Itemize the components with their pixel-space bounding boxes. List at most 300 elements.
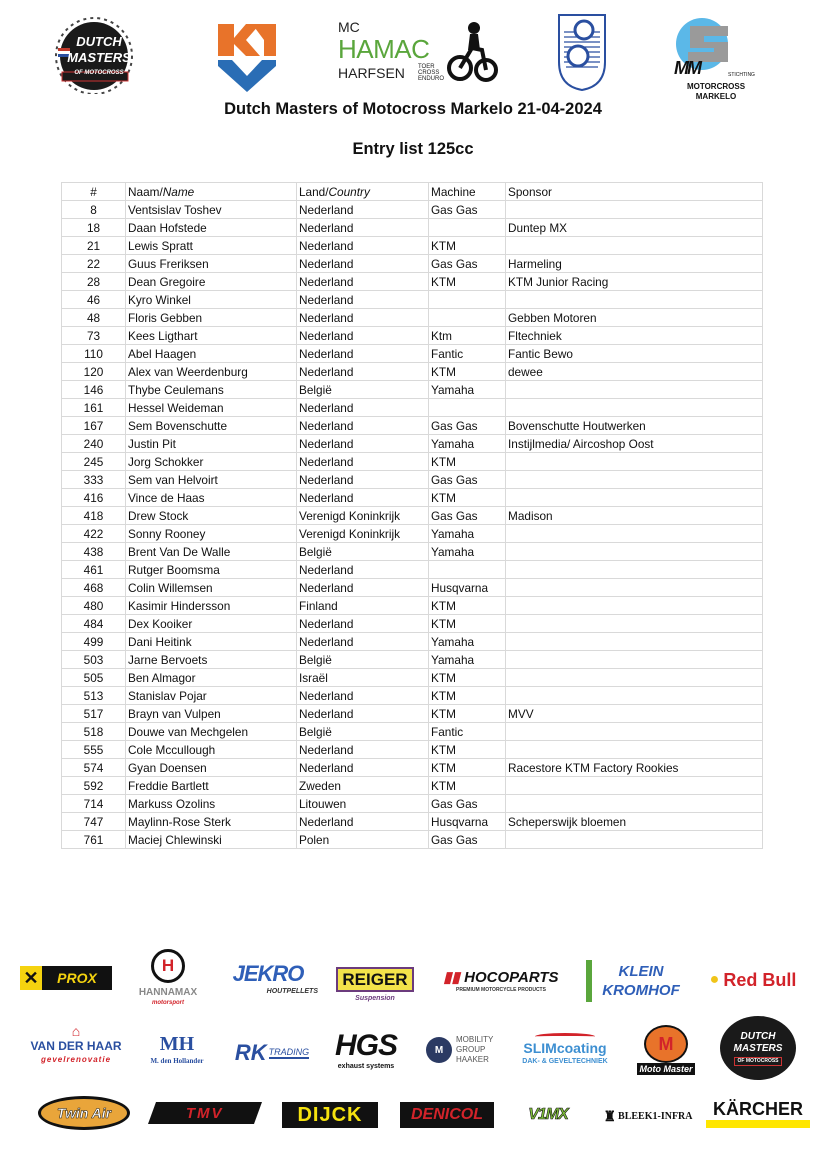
table-row bbox=[62, 759, 763, 777]
rk-sub: TRADING bbox=[268, 1047, 310, 1057]
sponsor-tmv bbox=[148, 1102, 262, 1124]
sponsor-dutch-masters bbox=[720, 1016, 796, 1080]
cell-name: Brent Van De Walle bbox=[126, 543, 297, 561]
cell-machine: Gas Gas bbox=[429, 201, 506, 219]
redbull-text: Red Bull bbox=[723, 969, 797, 990]
cell-sponsor: dewee bbox=[506, 363, 763, 381]
reiger-text: REIGER bbox=[336, 967, 413, 992]
cell-machine: Gas Gas bbox=[429, 795, 506, 813]
cell-machine: Husqvarna bbox=[429, 813, 506, 831]
sponsor-jekro bbox=[218, 958, 318, 1000]
tmv-text: TMV bbox=[186, 1104, 224, 1122]
cell-number: 422 bbox=[62, 525, 126, 543]
cell-number: 161 bbox=[62, 399, 126, 417]
cell-machine bbox=[429, 561, 506, 579]
cell-number: 167 bbox=[62, 417, 126, 435]
mgh-logo-icon: M bbox=[426, 1037, 452, 1063]
cell-sponsor bbox=[506, 687, 763, 705]
header-name-label: Naam/ bbox=[128, 184, 163, 199]
v1mx-text: V1MX bbox=[528, 1106, 568, 1123]
twinair-text: Twin Air bbox=[56, 1105, 112, 1121]
dutch-masters-line3: OF MOTOCROSS bbox=[74, 70, 124, 76]
header-sponsor bbox=[506, 183, 763, 201]
cell-country: Nederland bbox=[297, 561, 429, 579]
cell-sponsor bbox=[506, 453, 763, 471]
cell-country: Nederland bbox=[297, 201, 429, 219]
table-row bbox=[62, 525, 763, 543]
dijck-text: DIJCK bbox=[297, 1103, 363, 1126]
cell-number: 714 bbox=[62, 795, 126, 813]
cell-machine: KTM bbox=[429, 237, 506, 255]
sponsor-redbull bbox=[694, 966, 812, 994]
cell-machine: Yamaha bbox=[429, 651, 506, 669]
table-row bbox=[62, 381, 763, 399]
cell-machine: KTM bbox=[429, 741, 506, 759]
table-row bbox=[62, 219, 763, 237]
cell-name: Drew Stock bbox=[126, 507, 297, 525]
table-row bbox=[62, 255, 763, 273]
motocross-rider-icon bbox=[446, 20, 498, 84]
table-row bbox=[62, 705, 763, 723]
cell-number: 517 bbox=[62, 705, 126, 723]
cell-machine: Yamaha bbox=[429, 435, 506, 453]
cell-machine: KTM bbox=[429, 273, 506, 291]
sponsor-van-der-haar bbox=[28, 1018, 124, 1070]
table-header-row bbox=[62, 183, 763, 201]
cell-name: Jorg Schokker bbox=[126, 453, 297, 471]
table-row bbox=[62, 273, 763, 291]
cell-number: 110 bbox=[62, 345, 126, 363]
cell-machine: KTM bbox=[429, 777, 506, 795]
sponsor-mobility-group-haaker bbox=[424, 1030, 504, 1070]
cell-name: Alex van Weerdenburg bbox=[126, 363, 297, 381]
sponsor-hocoparts bbox=[428, 966, 574, 996]
cell-name: Sem van Helvoirt bbox=[126, 471, 297, 489]
sponsor-bleek1-infra bbox=[600, 1102, 696, 1130]
cell-country: Nederland bbox=[297, 705, 429, 723]
sponsor-dutch-masters-sub: OF MOTOCROSS bbox=[734, 1057, 781, 1066]
cell-country: Nederland bbox=[297, 237, 429, 255]
cell-country: Nederland bbox=[297, 759, 429, 777]
cell-number: 73 bbox=[62, 327, 126, 345]
cell-country: Nederland bbox=[297, 327, 429, 345]
cell-sponsor: Harmeling bbox=[506, 255, 763, 273]
cell-machine: Yamaha bbox=[429, 381, 506, 399]
table-row bbox=[62, 489, 763, 507]
sponsor-v1mx bbox=[510, 1104, 586, 1126]
table-row bbox=[62, 399, 763, 417]
table-row bbox=[62, 777, 763, 795]
cell-country: Nederland bbox=[297, 399, 429, 417]
header-number bbox=[62, 183, 126, 201]
table-row bbox=[62, 741, 763, 759]
cell-name: Gyan Doensen bbox=[126, 759, 297, 777]
cell-name: Justin Pit bbox=[126, 435, 297, 453]
dutch-masters-line2: MASTERS bbox=[67, 50, 131, 65]
cell-name: Freddie Bartlett bbox=[126, 777, 297, 795]
document-title: Dutch Masters of Motocross Markelo 21-04-2024 bbox=[224, 100, 602, 118]
hocoparts-text: HOCOPARTS bbox=[464, 968, 559, 986]
cell-number: 438 bbox=[62, 543, 126, 561]
karcher-yellow-bar bbox=[706, 1120, 810, 1128]
cell-number: 28 bbox=[62, 273, 126, 291]
hamac-name: HAMAC bbox=[338, 34, 430, 64]
cell-sponsor bbox=[506, 237, 763, 255]
cell-name: Kasimir Hindersson bbox=[126, 597, 297, 615]
table-row bbox=[62, 633, 763, 651]
hamac-mc: MC bbox=[338, 19, 360, 35]
cell-sponsor bbox=[506, 291, 763, 309]
header-country-label: Land/ bbox=[299, 184, 329, 199]
bleek1-worker-icon: ♜ bbox=[603, 1107, 617, 1124]
cell-name: Vince de Haas bbox=[126, 489, 297, 507]
vanderhaar-sub: gevelrenovatie bbox=[40, 1055, 112, 1064]
table-row bbox=[62, 435, 763, 453]
sponsor-hannamax bbox=[128, 946, 208, 1010]
cell-name: Rutger Boomsma bbox=[126, 561, 297, 579]
cell-country: Nederland bbox=[297, 813, 429, 831]
cell-name: Dean Gregoire bbox=[126, 273, 297, 291]
cell-sponsor bbox=[506, 651, 763, 669]
oldebroek-shield-icon bbox=[556, 12, 608, 92]
cell-name: Douwe van Mechgelen bbox=[126, 723, 297, 741]
sponsor-slim-coating bbox=[514, 1030, 616, 1070]
header-country bbox=[297, 183, 429, 201]
cell-country: Nederland bbox=[297, 471, 429, 489]
kromhof-text: KLEIN bbox=[618, 963, 664, 980]
cell-number: 418 bbox=[62, 507, 126, 525]
cell-number: 592 bbox=[62, 777, 126, 795]
cell-number: 333 bbox=[62, 471, 126, 489]
cell-country: Polen bbox=[297, 831, 429, 849]
cell-sponsor: MVV bbox=[506, 705, 763, 723]
cell-machine: Fantic bbox=[429, 345, 506, 363]
cell-number: 503 bbox=[62, 651, 126, 669]
cell-sponsor: Duntep MX bbox=[506, 219, 763, 237]
denicol-text: DENICOL bbox=[411, 1106, 483, 1123]
cell-country: Nederland bbox=[297, 309, 429, 327]
cell-sponsor bbox=[506, 399, 763, 417]
cell-machine bbox=[429, 219, 506, 237]
cell-name: Ventsislav Toshev bbox=[126, 201, 297, 219]
cell-machine bbox=[429, 399, 506, 417]
jekro-sub: HOUTPELLETS bbox=[266, 988, 318, 995]
cell-sponsor: Fltechniek bbox=[506, 327, 763, 345]
cell-number: 747 bbox=[62, 813, 126, 831]
cell-country: Nederland bbox=[297, 363, 429, 381]
cell-country: Finland bbox=[297, 597, 429, 615]
cell-sponsor bbox=[506, 669, 763, 687]
cell-machine: KTM bbox=[429, 687, 506, 705]
table-row bbox=[62, 237, 763, 255]
cell-country: Verenigd Koninkrijk bbox=[297, 507, 429, 525]
header-country-label-en: Country bbox=[328, 184, 370, 199]
cell-machine: KTM bbox=[429, 597, 506, 615]
cell-country: België bbox=[297, 723, 429, 741]
sponsor-hgs bbox=[326, 1028, 406, 1074]
cell-country: Verenigd Koninkrijk bbox=[297, 525, 429, 543]
cell-machine: Gas Gas bbox=[429, 417, 506, 435]
cell-machine: Husqvarna bbox=[429, 579, 506, 597]
table-row bbox=[62, 327, 763, 345]
hannamax-h-icon: H bbox=[151, 949, 185, 983]
cell-number: 46 bbox=[62, 291, 126, 309]
table-row bbox=[62, 615, 763, 633]
cell-name: Cole Mccullough bbox=[126, 741, 297, 759]
cell-name: Dex Kooiker bbox=[126, 615, 297, 633]
cell-machine: Ktm bbox=[429, 327, 506, 345]
cell-machine: KTM bbox=[429, 489, 506, 507]
cell-name: Hessel Weideman bbox=[126, 399, 297, 417]
sponsor-denicol bbox=[400, 1102, 494, 1128]
cell-machine: Gas Gas bbox=[429, 831, 506, 849]
cell-sponsor bbox=[506, 777, 763, 795]
hocoparts-sub: PREMIUM MOTORCYCLE PRODUCTS bbox=[456, 986, 546, 993]
cell-name: Colin Willemsen bbox=[126, 579, 297, 597]
sponsor-van-dijck bbox=[282, 1102, 378, 1128]
cell-name: Daan Hofstede bbox=[126, 219, 297, 237]
cell-number: 484 bbox=[62, 615, 126, 633]
cell-number: 761 bbox=[62, 831, 126, 849]
cell-name: Stanislav Pojar bbox=[126, 687, 297, 705]
cell-machine: KTM bbox=[429, 453, 506, 471]
table-row bbox=[62, 687, 763, 705]
table-row bbox=[62, 471, 763, 489]
table-row bbox=[62, 795, 763, 813]
cell-number: 48 bbox=[62, 309, 126, 327]
logo-knmv bbox=[212, 18, 282, 94]
logo-motocross-markelo bbox=[668, 14, 764, 101]
cell-name: Sonny Rooney bbox=[126, 525, 297, 543]
cell-name: Brayn van Vulpen bbox=[126, 705, 297, 723]
cell-number: 513 bbox=[62, 687, 126, 705]
table-row bbox=[62, 453, 763, 471]
header-machine bbox=[429, 183, 506, 201]
header-name-label-en: Name bbox=[162, 184, 195, 199]
vanderhaar-house-icon: ⌂ bbox=[71, 1023, 81, 1039]
cell-sponsor: Madison bbox=[506, 507, 763, 525]
logo-mc-hamac bbox=[338, 20, 498, 84]
cell-machine bbox=[429, 309, 506, 327]
cell-name: Sem Bovenschutte bbox=[126, 417, 297, 435]
cell-sponsor bbox=[506, 597, 763, 615]
cell-name: Kyro Winkel bbox=[126, 291, 297, 309]
cell-country: Nederland bbox=[297, 489, 429, 507]
cell-name: Ben Almagor bbox=[126, 669, 297, 687]
cell-number: 245 bbox=[62, 453, 126, 471]
header-machine-label: Machine bbox=[431, 184, 476, 199]
table-row bbox=[62, 831, 763, 849]
cell-sponsor bbox=[506, 831, 763, 849]
header-number-label: # bbox=[90, 184, 97, 199]
cell-sponsor bbox=[506, 525, 763, 543]
denhollander-text: MH bbox=[159, 1033, 195, 1055]
sponsor-karcher bbox=[706, 1096, 810, 1130]
table-row bbox=[62, 417, 763, 435]
cell-country: Israël bbox=[297, 669, 429, 687]
cell-sponsor: Bovenschutte Houtwerken bbox=[506, 417, 763, 435]
cell-sponsor: Instijlmedia/ Aircoshop Oost bbox=[506, 435, 763, 453]
cell-sponsor bbox=[506, 615, 763, 633]
cell-sponsor bbox=[506, 381, 763, 399]
cell-country: Nederland bbox=[297, 615, 429, 633]
cell-number: 574 bbox=[62, 759, 126, 777]
sponsor-moto-master bbox=[630, 1022, 702, 1078]
cell-number: 416 bbox=[62, 489, 126, 507]
table-row bbox=[62, 363, 763, 381]
cell-sponsor: KTM Junior Racing bbox=[506, 273, 763, 291]
cell-country: Litouwen bbox=[297, 795, 429, 813]
table-row bbox=[62, 651, 763, 669]
cell-country: Nederland bbox=[297, 417, 429, 435]
markelo-name: MOTORCROSS MARKELO bbox=[686, 82, 746, 101]
entry-list-body bbox=[62, 183, 763, 849]
cell-number: 480 bbox=[62, 597, 126, 615]
hgs-text: HGS bbox=[334, 1029, 397, 1062]
cell-name: Jarne Bervoets bbox=[126, 651, 297, 669]
cell-number: 505 bbox=[62, 669, 126, 687]
knmv-shield-icon bbox=[212, 18, 282, 94]
cell-number: 18 bbox=[62, 219, 126, 237]
markelo-stichting: STICHTING bbox=[728, 72, 755, 78]
table-row bbox=[62, 507, 763, 525]
cell-country: Nederland bbox=[297, 255, 429, 273]
hocoparts-mark-icon: ▮▮ bbox=[443, 968, 465, 986]
cell-name: Abel Haagen bbox=[126, 345, 297, 363]
sponsor-rk-trading bbox=[226, 1040, 318, 1066]
cell-name: Maylinn-Rose Sterk bbox=[126, 813, 297, 831]
table-row bbox=[62, 813, 763, 831]
table-row bbox=[62, 669, 763, 687]
cell-number: 240 bbox=[62, 435, 126, 453]
cell-name: Thybe Ceulemans bbox=[126, 381, 297, 399]
sponsor-dutch-masters-text: DUTCH MASTERS bbox=[733, 1030, 783, 1054]
table-row bbox=[62, 543, 763, 561]
document-subtitle: Entry list 125cc bbox=[352, 140, 474, 158]
cell-country: Nederland bbox=[297, 435, 429, 453]
jekro-text: JEKRO bbox=[232, 961, 304, 986]
cell-country: Nederland bbox=[297, 741, 429, 759]
cell-machine: KTM bbox=[429, 669, 506, 687]
prox-text: PROX bbox=[57, 970, 97, 986]
cell-name: Markuss Ozolins bbox=[126, 795, 297, 813]
cell-sponsor: Fantic Bewo bbox=[506, 345, 763, 363]
cell-sponsor bbox=[506, 561, 763, 579]
table-row bbox=[62, 291, 763, 309]
cell-country: Nederland bbox=[297, 219, 429, 237]
sponsor-reiger bbox=[336, 952, 414, 1008]
cell-sponsor: Scheperswijk bloemen bbox=[506, 813, 763, 831]
denhollander-sub: M. den Hollander bbox=[150, 1057, 204, 1065]
cell-country: Nederland bbox=[297, 579, 429, 597]
cell-machine: Gas Gas bbox=[429, 255, 506, 273]
cell-country: Nederland bbox=[297, 687, 429, 705]
cell-sponsor bbox=[506, 471, 763, 489]
karcher-text: KÄRCHER bbox=[713, 1099, 803, 1119]
cell-name: Maciej Chlewinski bbox=[126, 831, 297, 849]
reiger-sub: Suspension bbox=[355, 994, 395, 1002]
table-row bbox=[62, 345, 763, 363]
cell-name: Lewis Spratt bbox=[126, 237, 297, 255]
hamac-tagline: TOER CROSS ENDURO bbox=[418, 64, 445, 82]
vanderhaar-text: VAN DER HAAR bbox=[30, 1039, 122, 1053]
slimcoating-text: SLIMcoating bbox=[523, 1040, 607, 1056]
cell-number: 146 bbox=[62, 381, 126, 399]
cell-machine bbox=[429, 291, 506, 309]
cell-number: 499 bbox=[62, 633, 126, 651]
cell-sponsor bbox=[506, 489, 763, 507]
cell-sponsor bbox=[506, 633, 763, 651]
motomaster-m-icon: M bbox=[644, 1025, 688, 1063]
kromhof-sub: KROMHOF bbox=[602, 982, 680, 999]
table-row bbox=[62, 579, 763, 597]
cell-number: 120 bbox=[62, 363, 126, 381]
table-row bbox=[62, 723, 763, 741]
cell-country: Nederland bbox=[297, 291, 429, 309]
cell-sponsor bbox=[506, 201, 763, 219]
rk-text: RK bbox=[234, 1040, 267, 1065]
cell-sponsor bbox=[506, 795, 763, 813]
markelo-mm: MM bbox=[674, 58, 700, 78]
cell-country: Zweden bbox=[297, 777, 429, 795]
table-row bbox=[62, 561, 763, 579]
redbull-bulls-icon: ● bbox=[709, 971, 720, 988]
cell-number: 21 bbox=[62, 237, 126, 255]
cell-machine: Fantic bbox=[429, 723, 506, 741]
table-row bbox=[62, 201, 763, 219]
cell-machine: Gas Gas bbox=[429, 507, 506, 525]
cell-sponsor bbox=[506, 741, 763, 759]
cell-name: Floris Gebben bbox=[126, 309, 297, 327]
cell-machine: KTM bbox=[429, 615, 506, 633]
cell-number: 8 bbox=[62, 201, 126, 219]
header-sponsor-label: Sponsor bbox=[508, 184, 552, 199]
cell-number: 468 bbox=[62, 579, 126, 597]
cell-machine: KTM bbox=[429, 705, 506, 723]
cell-country: België bbox=[297, 543, 429, 561]
prox-x-icon: ✕ bbox=[20, 966, 42, 990]
table-row bbox=[62, 597, 763, 615]
cell-machine: Yamaha bbox=[429, 525, 506, 543]
sponsor-twin-air bbox=[38, 1096, 130, 1130]
hannamax-sub: motorsport bbox=[152, 1000, 184, 1006]
cell-sponsor: Gebben Motoren bbox=[506, 309, 763, 327]
sponsor-klein-kromhof bbox=[586, 960, 690, 1002]
sponsor-den-hollander bbox=[140, 1024, 214, 1074]
cell-sponsor bbox=[506, 543, 763, 561]
bleek1-text: BLEEK1-INFRA bbox=[618, 1110, 693, 1122]
entry-list-table bbox=[61, 182, 763, 849]
cell-country: België bbox=[297, 381, 429, 399]
header-name bbox=[126, 183, 297, 201]
cell-sponsor: Racestore KTM Factory Rookies bbox=[506, 759, 763, 777]
cell-sponsor bbox=[506, 579, 763, 597]
slimcoating-sub: DAK- & GEVELTECHNIEK bbox=[522, 1058, 608, 1065]
cell-number: 461 bbox=[62, 561, 126, 579]
logo-circuit-oldebroek bbox=[556, 12, 608, 92]
cell-number: 555 bbox=[62, 741, 126, 759]
slimcoating-roof-icon bbox=[535, 1033, 595, 1040]
sponsor-prox bbox=[20, 966, 112, 990]
cell-name: Kees Ligthart bbox=[126, 327, 297, 345]
cell-name: Dani Heitink bbox=[126, 633, 297, 651]
cell-country: Nederland bbox=[297, 633, 429, 651]
cell-machine: KTM bbox=[429, 363, 506, 381]
mgh-text: MOBILITY GROUP HAAKER bbox=[456, 1035, 494, 1064]
cell-machine: Yamaha bbox=[429, 633, 506, 651]
cell-name: Guus Freriksen bbox=[126, 255, 297, 273]
cell-number: 22 bbox=[62, 255, 126, 273]
